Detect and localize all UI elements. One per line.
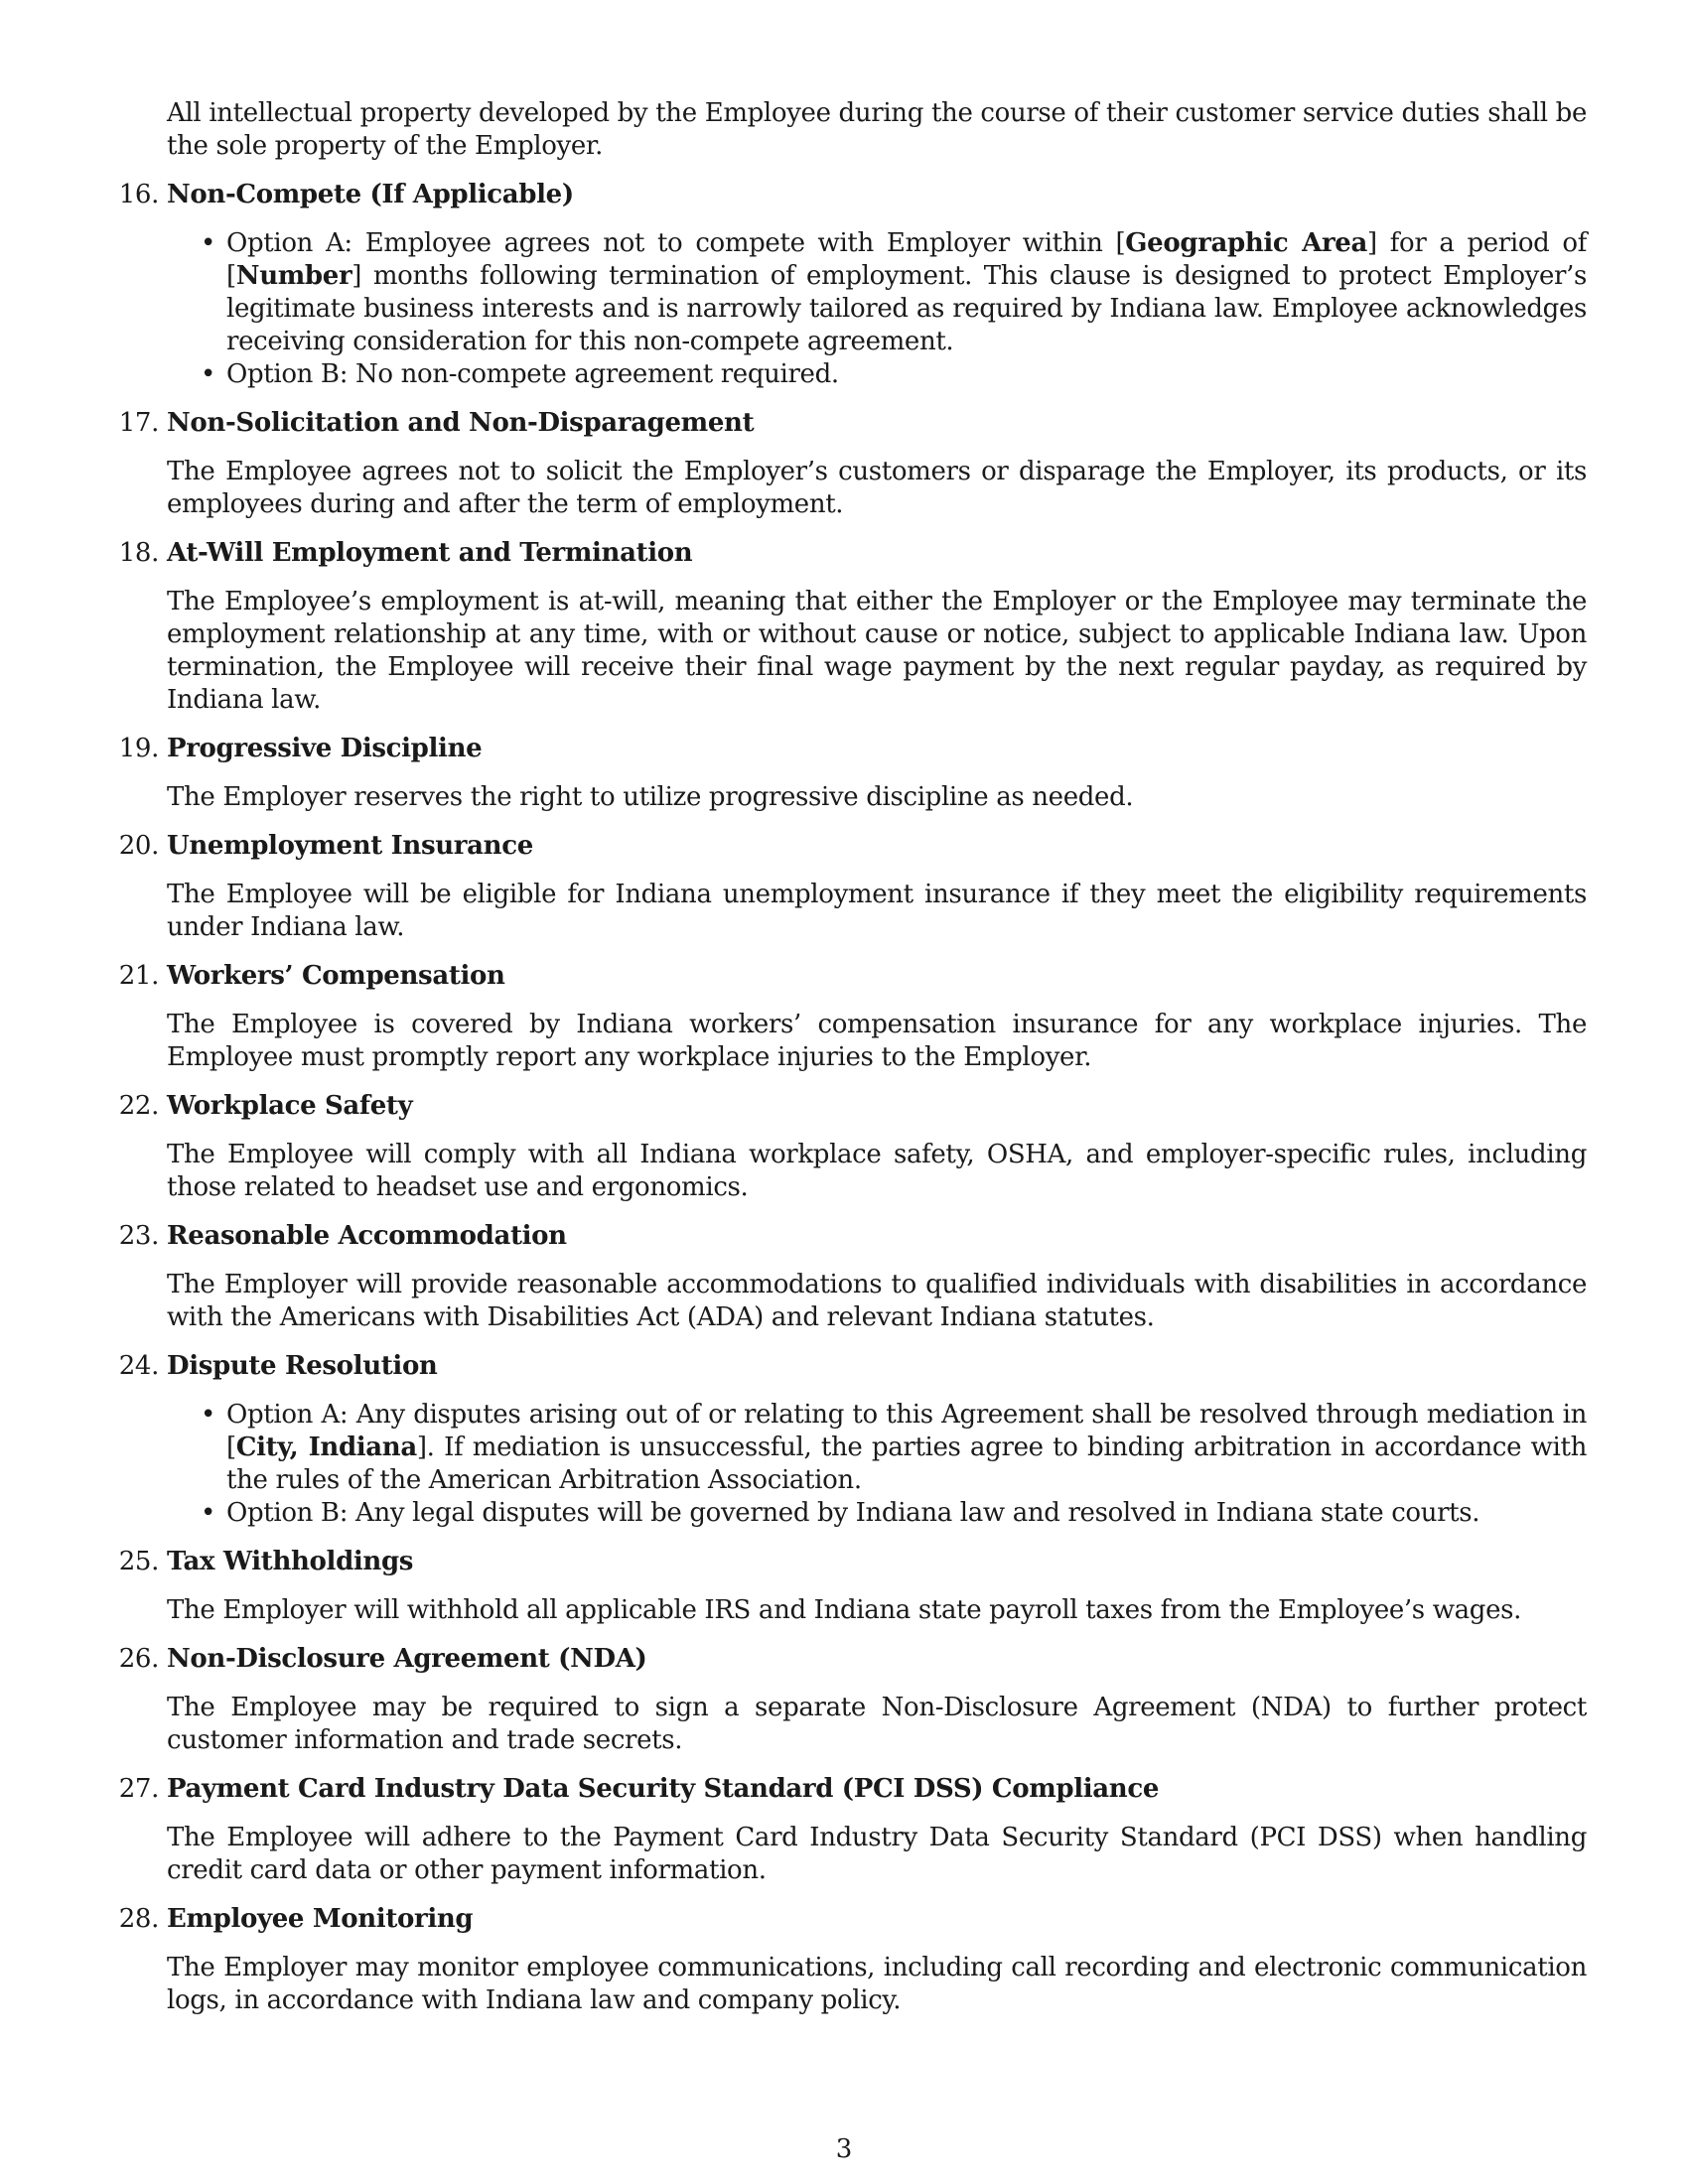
section-heading bbox=[118, 1643, 1587, 1676]
section-27 bbox=[118, 1773, 1587, 1887]
bullet-icon: • bbox=[201, 359, 215, 389]
section-number: 17. bbox=[118, 408, 159, 438]
placeholder-field: City, Indiana bbox=[235, 1433, 417, 1462]
section-25 bbox=[118, 1546, 1587, 1627]
section-number: 21. bbox=[118, 961, 159, 991]
bullet-icon: • bbox=[201, 228, 215, 258]
section-title: Workers’ Compensation bbox=[167, 961, 505, 991]
section-body: The Employee agrees not to solicit the Employer’s customers or disparage the Employer, its products, or its employees during and after the term of employment. bbox=[167, 457, 1587, 519]
section-heading bbox=[118, 1773, 1587, 1806]
section-body: The Employee is covered by Indiana workers’ compensation insurance for any workplace injuries. The Employee must promptly report any workplace injuries to the Employer. bbox=[167, 1010, 1587, 1072]
section-title: Payment Card Industry Data Security Standard (PCI DSS) Compliance bbox=[167, 1774, 1160, 1804]
section-number: 23. bbox=[118, 1221, 159, 1251]
section-26 bbox=[118, 1643, 1587, 1757]
section-number: 26. bbox=[118, 1644, 159, 1674]
section-heading bbox=[118, 830, 1587, 863]
section-title: Non-Compete (If Applicable) bbox=[167, 180, 574, 209]
section-title: Tax Withholdings bbox=[167, 1547, 414, 1576]
section-20 bbox=[118, 830, 1587, 944]
section-heading bbox=[118, 1546, 1587, 1578]
section-16 bbox=[118, 179, 1587, 391]
list-item: • Option B: No non-compete agreement required. bbox=[201, 359, 839, 389]
placeholder-field: Geographic Area bbox=[1125, 228, 1367, 258]
section-heading bbox=[118, 960, 1587, 993]
section-heading bbox=[118, 1220, 1587, 1253]
page-number: 3 bbox=[835, 2134, 853, 2164]
section-title: Progressive Discipline bbox=[167, 734, 483, 763]
section-title: Workplace Safety bbox=[167, 1091, 413, 1121]
section-body: The Employer reserves the right to utilize progressive discipline as needed. bbox=[167, 782, 1134, 812]
section-title: Unemployment Insurance bbox=[167, 831, 533, 861]
section-heading bbox=[118, 537, 1587, 570]
section-heading bbox=[118, 179, 1587, 211]
bullet-icon: • bbox=[201, 1498, 215, 1528]
section-heading bbox=[118, 1350, 1587, 1383]
section-number: 20. bbox=[118, 831, 159, 861]
placeholder-field: Number bbox=[235, 261, 352, 291]
section-title: Reasonable Accommodation bbox=[167, 1221, 567, 1251]
list-item: • Option B: Any legal disputes will be governed by Indiana law and resolved in Indiana state courts. bbox=[201, 1498, 1480, 1528]
option-list bbox=[167, 227, 1587, 391]
section-title: At-Will Employment and Termination bbox=[167, 538, 693, 568]
section-number: 19. bbox=[118, 734, 159, 763]
section-title: Dispute Resolution bbox=[167, 1351, 438, 1381]
section-heading bbox=[118, 407, 1587, 440]
section-18 bbox=[118, 537, 1587, 717]
section-body: The Employee will adhere to the Payment Card Industry Data Security Standard (PCI DSS) when handling credit card data or other payment information. bbox=[167, 1823, 1587, 1885]
section-number: 16. bbox=[118, 180, 159, 209]
section-heading bbox=[118, 733, 1587, 765]
section-body: The Employee will comply with all Indiana workplace safety, OSHA, and employer-specific rules, including those related to headset use and ergonomics. bbox=[167, 1140, 1587, 1202]
section-body: The Employer will withhold all applicable IRS and Indiana state payroll taxes from the Employee’s wages. bbox=[167, 1595, 1522, 1625]
section-number: 24. bbox=[118, 1351, 159, 1381]
intro-paragraph: All intellectual property developed by the Employee during the course of their customer service duties shall be the sole property of the Employer. bbox=[167, 98, 1587, 161]
section-number: 28. bbox=[118, 1904, 159, 1934]
list-item: • Option A: Employee agrees not to compete with Employer within [Geographic Area] for a period of [Number] months following termination of employment. This clause is designed to protect Employer’s legitimate business interests and is narrowly tailored as required by Indiana law. Employee acknowledges receiving consideration for this non-compete agreement. bbox=[201, 228, 1587, 356]
section-21 bbox=[118, 960, 1587, 1074]
section-17 bbox=[118, 407, 1587, 521]
section-23 bbox=[118, 1220, 1587, 1334]
section-number: 18. bbox=[118, 538, 159, 568]
section-body: The Employee may be required to sign a separate Non-Disclosure Agreement (NDA) to further protect customer information and trade secrets. bbox=[167, 1693, 1587, 1755]
bullet-icon: • bbox=[201, 1400, 215, 1430]
section-body: The Employee will be eligible for Indiana unemployment insurance if they meet the eligibility requirements under Indiana law. bbox=[167, 880, 1587, 942]
section-number: 22. bbox=[118, 1091, 159, 1121]
section-body: The Employee’s employment is at-will, meaning that either the Employer or the Employee may terminate the employment relationship at any time, with or without cause or notice, subject to applicable Indiana law. Upon termination, the Employee will receive their final wage payment by the next regular payday, as required by Indiana law. bbox=[167, 587, 1587, 715]
section-19 bbox=[118, 733, 1587, 814]
section-24 bbox=[118, 1350, 1587, 1530]
section-22 bbox=[118, 1090, 1587, 1204]
list-item: • Option A: Any disputes arising out of or relating to this Agreement shall be resolved through mediation in [City, Indiana]. If mediation is unsuccessful, the parties agree to binding arbitration in accordance with the rules of the American Arbitration Association. bbox=[201, 1400, 1587, 1495]
section-28 bbox=[118, 1903, 1587, 2017]
section-body: The Employer may monitor employee communications, including call recording and electronic communication logs, in accordance with Indiana law and company policy. bbox=[167, 1953, 1587, 2015]
section-heading bbox=[118, 1903, 1587, 1936]
section-heading bbox=[118, 1090, 1587, 1123]
section-title: Non-Disclosure Agreement (NDA) bbox=[167, 1644, 647, 1674]
document-body bbox=[118, 97, 1587, 2017]
section-title: Non-Solicitation and Non-Disparagement bbox=[167, 408, 755, 438]
section-number: 27. bbox=[118, 1774, 159, 1804]
section-number: 25. bbox=[118, 1547, 159, 1576]
option-list bbox=[167, 1399, 1587, 1530]
section-title: Employee Monitoring bbox=[167, 1904, 474, 1934]
section-body: The Employer will provide reasonable accommodations to qualified individuals with disabilities in accordance with the Americans with Disabilities Act (ADA) and relevant Indiana statutes. bbox=[167, 1270, 1587, 1332]
